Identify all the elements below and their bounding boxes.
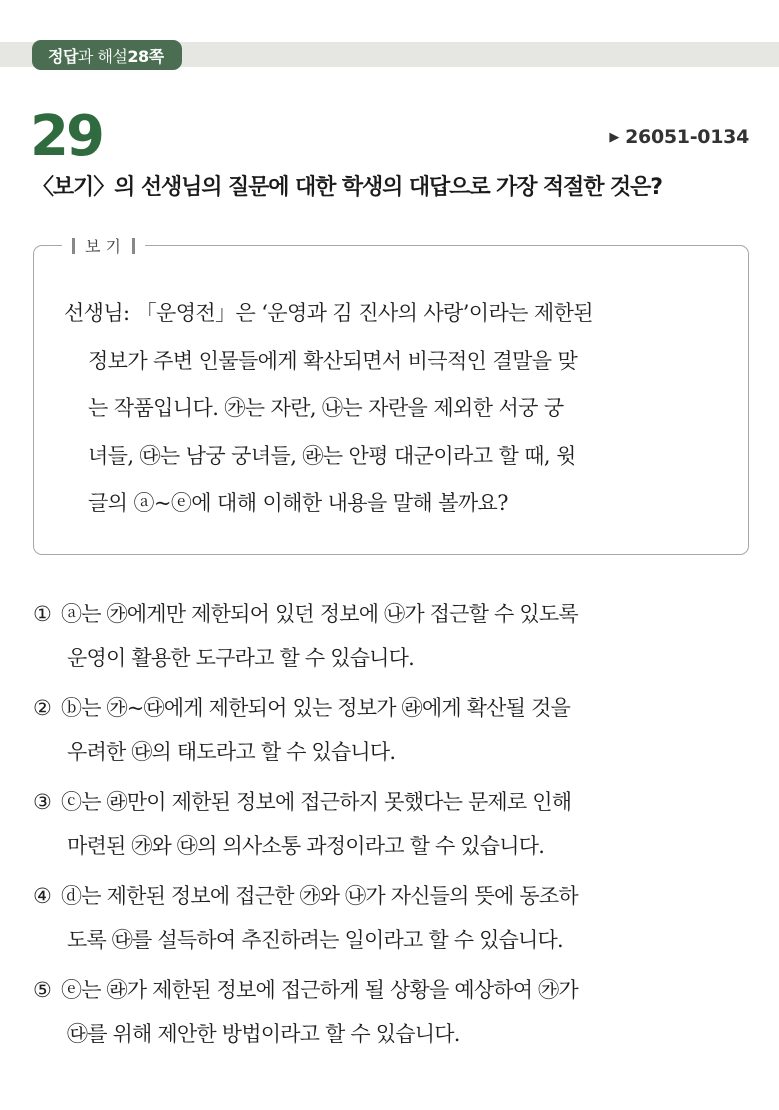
tab-bold-text: 정답 — [48, 46, 78, 66]
option-number: ⑤ — [33, 978, 52, 1002]
option-text: ⓐ는 ㉮에게만 제한되어 있던 정보에 ㉯가 접근할 수 있도록 — [61, 602, 578, 626]
option-text: 운영이 활용한 도구라고 할 수 있습니다. — [67, 646, 415, 670]
question-code-text: 26051-0134 — [625, 126, 749, 148]
label-bar-icon — [72, 238, 75, 254]
answer-options — [33, 592, 758, 1062]
option-text: 우려한 ㉰의 태도라고 할 수 있습니다. — [67, 740, 396, 764]
option-4[interactable] — [33, 874, 758, 962]
answer-page-tab[interactable] — [32, 40, 182, 70]
option-text: ⓔ는 ㉱가 제한된 정보에 접근하게 될 상황을 예상하여 ㉮가 — [61, 978, 578, 1002]
option-text: ⓒ는 ㉱만이 제한된 정보에 접근하지 못했다는 문제로 인해 — [61, 790, 572, 814]
tab-page-text: 28쪽 — [127, 46, 164, 66]
option-text: 마련된 ㉮와 ㉰의 의사소통 과정이라고 할 수 있습니다. — [67, 834, 545, 858]
question-text: 〈보기〉의 선생님의 질문에 대한 학생의 대답으로 가장 적절한 것은? — [32, 175, 662, 200]
bogi-line: 는 작품입니다. ㉮는 자란, ㉯는 자란을 제외한 서궁 궁 — [88, 396, 564, 420]
bogi-label — [62, 234, 145, 257]
bogi-box — [33, 237, 749, 555]
bogi-line: 정보가 주변 인물들에게 확산되면서 비극적인 결말을 맞 — [88, 348, 578, 373]
option-text: ㉰를 위해 제안한 방법이라고 할 수 있습니다. — [67, 1022, 460, 1046]
answer-reference-bar — [0, 40, 779, 70]
question-number: 29 — [30, 104, 102, 169]
bogi-line: 글의 ⓐ~ⓔ에 대해 이해한 내용을 말해 볼까요? — [88, 491, 508, 515]
bogi-line: 선생님: 「운영전」은 ‘운영과 김 진사의 사랑’이라는 제한된 — [64, 301, 593, 325]
tab-light-text: 과 해설 — [77, 46, 128, 66]
triangle-icon: ▶ — [609, 130, 620, 145]
option-text: ⓑ는 ㉮~㉰에게 제한되어 있는 정보가 ㉱에게 확산될 것을 — [61, 696, 570, 720]
option-1[interactable] — [33, 592, 758, 680]
label-bar-icon — [132, 238, 135, 254]
bogi-content — [64, 290, 732, 528]
question-code — [609, 126, 749, 148]
option-2[interactable] — [33, 686, 758, 774]
option-number: ④ — [33, 884, 52, 908]
option-number: ② — [33, 696, 52, 720]
option-text: ⓓ는 제한된 정보에 접근한 ㉮와 ㉯가 자신들의 뜻에 동조하 — [61, 884, 578, 908]
option-number: ③ — [33, 790, 52, 814]
option-text: 도록 ㉰를 설득하여 추진하려는 일이라고 할 수 있습니다. — [67, 928, 563, 952]
bogi-label-text: 보기 — [85, 237, 126, 256]
option-3[interactable] — [33, 780, 758, 868]
option-5[interactable] — [33, 968, 758, 1056]
option-number: ① — [33, 602, 52, 626]
bogi-line: 녀들, ㉰는 남궁 궁녀들, ㉱는 안평 대군이라고 할 때, 윗 — [88, 443, 576, 468]
